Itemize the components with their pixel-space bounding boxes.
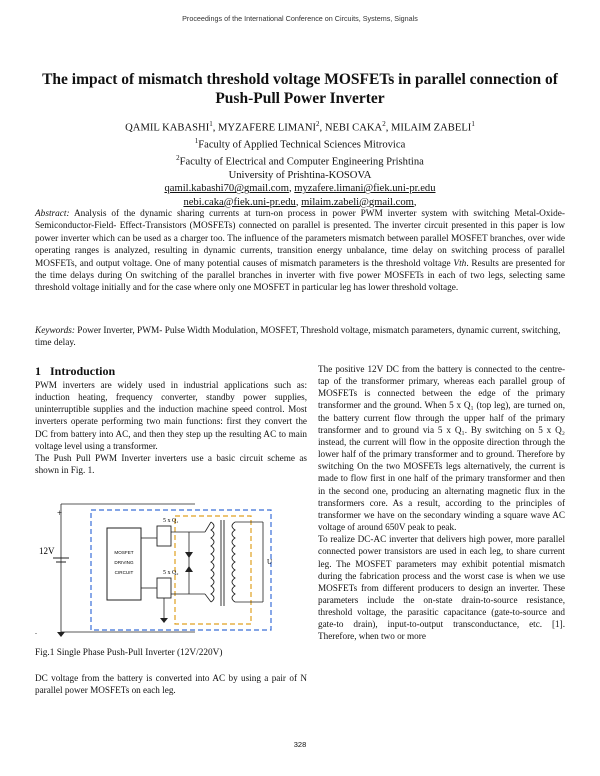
right-paragraph-1: The positive 12V DC from the battery is connected to the centre-tap of the transformer primary, whereas each parallel group of MOSFETs is connected between the edge of the primary transformer and the ground. When 5 x Q₁ (top leg), are turned on, the battery current flow through the upper half of the primary transformer and to ground via 5 x Q₁. By switching on 5 x Q₂ instead, the current will flow in the opposite direction through the lower half of the primary transformer and to ground. Therefore by switching On the two MOSFETs legs alternatively, the current is made to flow first in one half of the primary transformer and then in the second one, producing an alternating magnetic flux in the transformers core. As a result, according to the principles of transformer we have on the secondary winding a square wave AC voltage of around 650V peak to peak. (318, 364, 565, 533)
output-voltage-label: U (267, 558, 273, 566)
email-link-4[interactable]: milaim.zabeli@gmail.com (301, 196, 414, 208)
abstract-text-1: Analysis of the dynamic sharing currents at turn-on process in power PWM inverter system with switching Metal-Oxide-Semiconductor-Field- Effect-Transistors (MOSFETs) connected on parallel is presented. The inverter circuit presented in this paper is low power inverter which can be used as a charger too. The influence of the parameters mismatch between parallel MOSFET branches, over wide operating ranges is analyzed, resulting in dynamic currents, transition energy unbalance, time delay on switching process of parallel MOSFETs, and output voltage. One of many potential causes of mismatch parameters is the threshold voltage (35, 209, 565, 269)
ground-symbol-1 (57, 632, 65, 637)
page-number: 328 (293, 740, 307, 749)
email-link-2[interactable]: myzafere.limani@fiek.uni-pr.edu (294, 183, 436, 195)
abstract (35, 208, 565, 295)
keywords (35, 325, 565, 350)
affiliation-1 (60, 135, 540, 152)
email-link-3[interactable]: nebi.caka@fiek.uni-pr.edu (183, 196, 296, 208)
affiliation-2 (60, 152, 540, 169)
ground-symbol-2 (160, 618, 168, 623)
circuit-diagram (35, 498, 307, 640)
paper-title (40, 70, 560, 108)
running-header: Proceedings of the International Conference on Circuits, Systems, Signals (182, 14, 418, 23)
stray-dot: . (35, 627, 37, 636)
left-paragraph-2: The Push Pull PWM Inverter inverters use a basic circuit scheme as shown in Fig. 1. (35, 452, 307, 476)
transformer-secondary (232, 522, 235, 602)
mosfet-q2 (157, 578, 171, 598)
mosfet-q1 (157, 526, 171, 546)
aff1-sup: 1 (194, 136, 199, 145)
emails-line-2: nebi.caka@fiek.uni-pr.edu, milaim.zabeli@gmail.com, (183, 196, 417, 208)
section-title: Introduction (50, 364, 116, 378)
abstract-text-2: . Results are presented for the time delays during On switching of the parallel branches in inverter with five power MOSFETs in each of two legs, selecting same threshold voltage initially and for the case where only one MOSFET in particular leg has lower threshold voltage. (35, 258, 565, 294)
figure-caption: Fig.1 Single Phase Push-Pull Inverter (12V/220V) (35, 648, 223, 658)
abstract-vth: Vth (453, 258, 467, 269)
aff2-text: Faculty of Electrical and Computer Engineering Prishtina (179, 156, 424, 168)
university: University of Prishtina-KOSOVA (228, 169, 372, 181)
transformer-primary (211, 522, 214, 602)
right-paragraph-2: To realize DC-AC inverter that delivers high power, more parallel connected power transistors are used in each leg, to share current leg. The MOSFET parameters may exhibit potential mismatch during the fabrication process and the worst case is when we use MOSFETs from different producers to design an inverter. These parameters include the on-state drain-to-source resistance, threshold voltage, the parasitic capacitance (gate-to-source and gate-to drain), input-to-output transconductance, etc. [1]. Therefore, when two or more (318, 534, 565, 642)
author-names: QAMIL KABASHI$^1$, MYZAFERE LIMANI$^2$, NEBI CAKA$^2$, MILAIM ZABELI$^1$ (125, 120, 475, 134)
plus-sign: + (57, 508, 63, 518)
q2-label: 5 x Q₂ (163, 570, 179, 576)
left-paragraph-1: PWM inverters are widely used in industrial applications such as: induction heating, frequency converter, standby power supplies, uninterruptible supplies and the induction machine speed control. Most inverters operate performing two main functions: first they convert the DC from battery into AC, and then they step up the resulting AC to main voltage level using a transformer. (35, 380, 307, 451)
circuit-figure (35, 498, 307, 640)
emails-line-1: qamil.kabashi70@gmail.com, myzafere.limani@fiek.uni-pr.edu (164, 183, 436, 195)
author-1-sup: 1 (209, 120, 213, 128)
title-line-1: The impact of mismatch threshold voltage MOSFETs in parallel connection of (42, 71, 558, 88)
title-line-2: Push-Pull Power Inverter (215, 90, 385, 107)
author-block (60, 118, 540, 209)
driver-label-2: DRIVING (114, 560, 134, 565)
aff1-text: Faculty of Applied Technical Sciences Mitrovica (198, 139, 406, 151)
email-link-1[interactable]: qamil.kabashi70@gmail.com (164, 183, 289, 195)
driver-label-3: CIRCUIT (114, 570, 134, 575)
author-4: MILAIM ZABELI (391, 122, 472, 134)
author-2-sup: 2 (316, 120, 320, 128)
author-4-sup: 1 (471, 120, 475, 128)
left-column-top (35, 379, 307, 476)
keywords-label: Keywords: (35, 326, 75, 336)
author-1: QAMIL KABASHI (125, 122, 210, 134)
primary-top-lead (205, 522, 211, 532)
author-3-sup: 2 (382, 120, 386, 128)
author-2: MYZAFERE LIMANI (218, 122, 317, 134)
section-heading (35, 364, 115, 379)
keywords-text: Power Inverter, PWM- Pulse Width Modulation, MOSFET, Threshold voltage, mismatch parameters, dynamic current, switching, time delay. (35, 326, 561, 349)
abstract-label: Abstract: (35, 209, 70, 219)
section-number: 1 (35, 364, 41, 378)
primary-bottom-lead (205, 594, 211, 602)
battery-voltage: 12V (39, 546, 55, 556)
q1-label: 5 x Q₁ (163, 518, 179, 524)
aff2-sup: 2 (176, 153, 180, 162)
driver-label-1: MOSFET (114, 550, 134, 555)
left-paragraph-3: DC voltage from the battery is converted into AC by using a pair of N parallel power MOSFETs on each leg. (35, 673, 307, 696)
right-column (318, 363, 565, 643)
left-column-bottom (35, 672, 307, 696)
author-3: NEBI CAKA (324, 122, 383, 134)
